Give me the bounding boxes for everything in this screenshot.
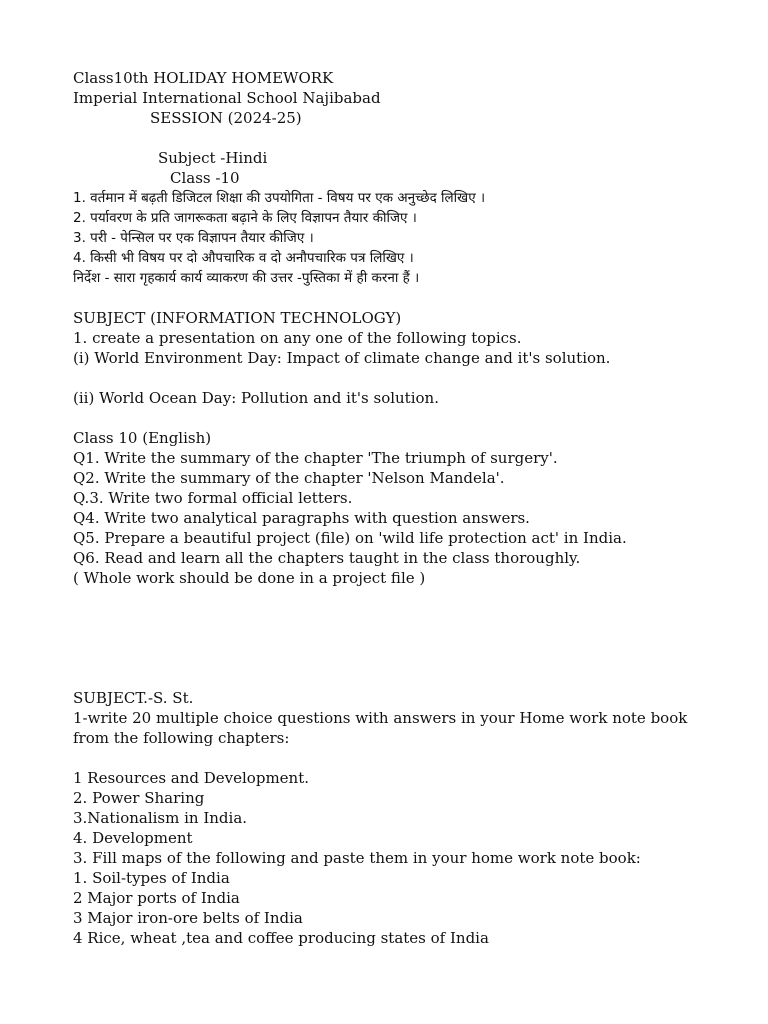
it-topic: (i) World Environment Day: Impact of climate change and it's solution. — [73, 349, 611, 367]
english-question: Q2. Write the summary of the chapter 'Nelson Mandela'. — [73, 469, 505, 487]
hindi-section — [73, 148, 753, 288]
it-subject-heading: SUBJECT (INFORMATION TECHNOLOGY) — [73, 309, 402, 327]
it-topic: (ii) World Ocean Day: Pollution and it's solution. — [73, 389, 439, 407]
spacer — [73, 408, 753, 428]
sst-task-line: from the following chapters: — [73, 729, 290, 747]
sst-section — [73, 688, 753, 948]
sst-chapter: 2. Power Sharing — [73, 789, 205, 807]
sst-map-item: 3 Major iron-ore belts of India — [73, 909, 303, 927]
sst-map-item: 1. Soil-types of India — [73, 869, 230, 887]
school-name: Imperial International School Najibabad — [73, 89, 381, 107]
hindi-item: 4. किसी भी विषय पर दो औपचारिक व दो अनौपचारिक पत्र लिखिए । — [73, 250, 414, 266]
hindi-subject-heading: Subject -Hindi — [158, 149, 268, 167]
hindi-instruction: निर्देश - सारा गृहकार्य कार्य व्याकरण की उत्तर -पुस्तिका में ही करना हैं । — [73, 270, 420, 286]
hindi-class-label: Class -10 — [170, 169, 240, 187]
english-question: Q6. Read and learn all the chapters taught in the class thoroughly. — [73, 549, 581, 567]
hindi-item: 3. परी - पेन्सिल पर एक विज्ञापन तैयार कीजिए । — [73, 230, 314, 246]
sst-task-line: 1-write 20 multiple choice questions with answers in your Home work note book — [73, 709, 688, 727]
english-question: Q1. Write the summary of the chapter 'The triumph of surgery'. — [73, 449, 558, 467]
english-question: Q5. Prepare a beautiful project (file) on 'wild life protection act' in India. — [73, 529, 627, 547]
sst-chapter: 4. Development — [73, 829, 193, 847]
spacer — [73, 128, 753, 148]
spacer — [73, 748, 753, 768]
sst-map-item: 2 Major ports of India — [73, 889, 240, 907]
spacer — [73, 588, 753, 688]
document-header — [73, 68, 753, 128]
spacer — [73, 368, 753, 388]
hindi-item: 2. पर्यावरण के प्रति जागरूकता बढ़ाने के लिए विज्ञापन तैयार कीजिए । — [73, 210, 417, 226]
it-task: 1. create a presentation on any one of the following topics. — [73, 329, 522, 347]
english-question: Q.3. Write two formal official letters. — [73, 489, 353, 507]
english-question: Q4. Write two analytical paragraphs with question answers. — [73, 509, 530, 527]
document-title: Class10th HOLIDAY HOMEWORK — [73, 69, 334, 87]
hindi-item: 1. वर्तमान में बढ़ती डिजिटल शिक्षा की उपयोगिता - विषय पर एक अनुच्छेद लिखिए । — [73, 190, 486, 206]
sst-chapter: 1 Resources and Development. — [73, 769, 310, 787]
sst-maps-task: 3. Fill maps of the following and paste them in your home work note book: — [73, 849, 641, 867]
english-heading: Class 10 (English) — [73, 429, 212, 447]
english-note: ( Whole work should be done in a project file ) — [73, 569, 426, 587]
it-section — [73, 308, 753, 408]
session-label: SESSION (2024-25) — [150, 109, 302, 127]
sst-chapter: 3.Nationalism in India. — [73, 809, 248, 827]
sst-map-item: 4 Rice, wheat ,tea and coffee producing states of India — [73, 929, 489, 947]
english-section — [73, 428, 753, 588]
homework-document — [73, 68, 753, 948]
spacer — [73, 288, 753, 308]
sst-subject-heading: SUBJECT.-S. St. — [73, 689, 194, 707]
